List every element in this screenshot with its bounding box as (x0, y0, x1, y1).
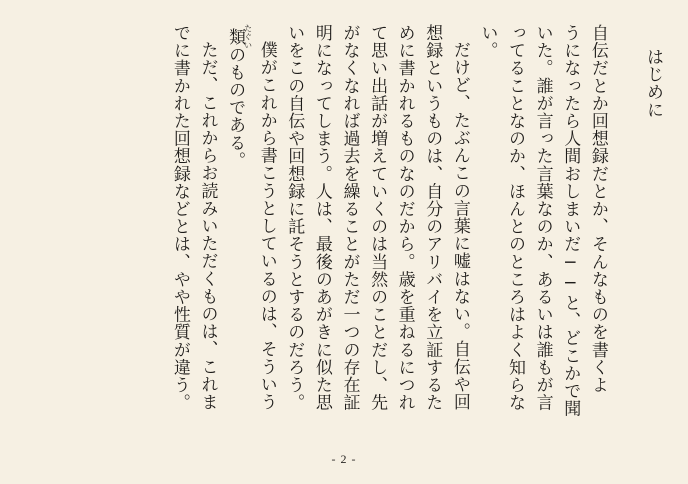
text-line-9: て思い出話が増えていくのは当然のことだし、先 (367, 24, 388, 412)
text-line-6: だけど、たぶんこの言葉に嘘はない。自伝や回 (449, 41, 470, 411)
text-line-4: ってることなのか、ほんとのところはよく知らな (505, 24, 526, 412)
text-line-15: ただ、これからお読みいただくものは、これま (197, 41, 218, 411)
ruby-annotation (225, 24, 253, 50)
text-line-3: いた。誰が言った言葉なのか、あるいは誰もが言 (532, 24, 553, 412)
chapter-title: はじめに (643, 48, 663, 119)
text-line-8: めに書かれるものなのだから。歳を重ねるにつれ (394, 24, 415, 412)
text-line-14-rest: のものである。 (225, 45, 246, 169)
vertical-text-body (165, 24, 666, 432)
text-line-5: い。 (477, 24, 498, 60)
text-line-14-ruby (221, 24, 253, 432)
text-line-11: 明になってしまう。人は、最後のあがきに似た思 (311, 24, 332, 412)
page-number: - 2 - (331, 452, 357, 466)
text-line-13: 僕がこれから書こうとしているのは、そういう (256, 41, 277, 411)
ruby-reading: たぐい (243, 24, 253, 50)
text-line-7: 想録というものは、自分のアリバイを立証するた (422, 24, 443, 412)
text-line-12: いをこの自伝や回想録に託そうとするのだろう。 (284, 24, 305, 412)
text-line-1: 自伝だとか回想録だとか、そんなものを書くよ (587, 24, 608, 394)
ruby-base: 類 (225, 24, 246, 50)
text-line-16: でに書かれた回想録などとは、やや性質が違う。 (169, 24, 190, 412)
text-line-2: うになったら人間おしまいだ──と、どこかで聞 (560, 24, 581, 418)
text-line-10: がなくなれば過去を繰ることがただ一つの存在証 (339, 24, 360, 412)
